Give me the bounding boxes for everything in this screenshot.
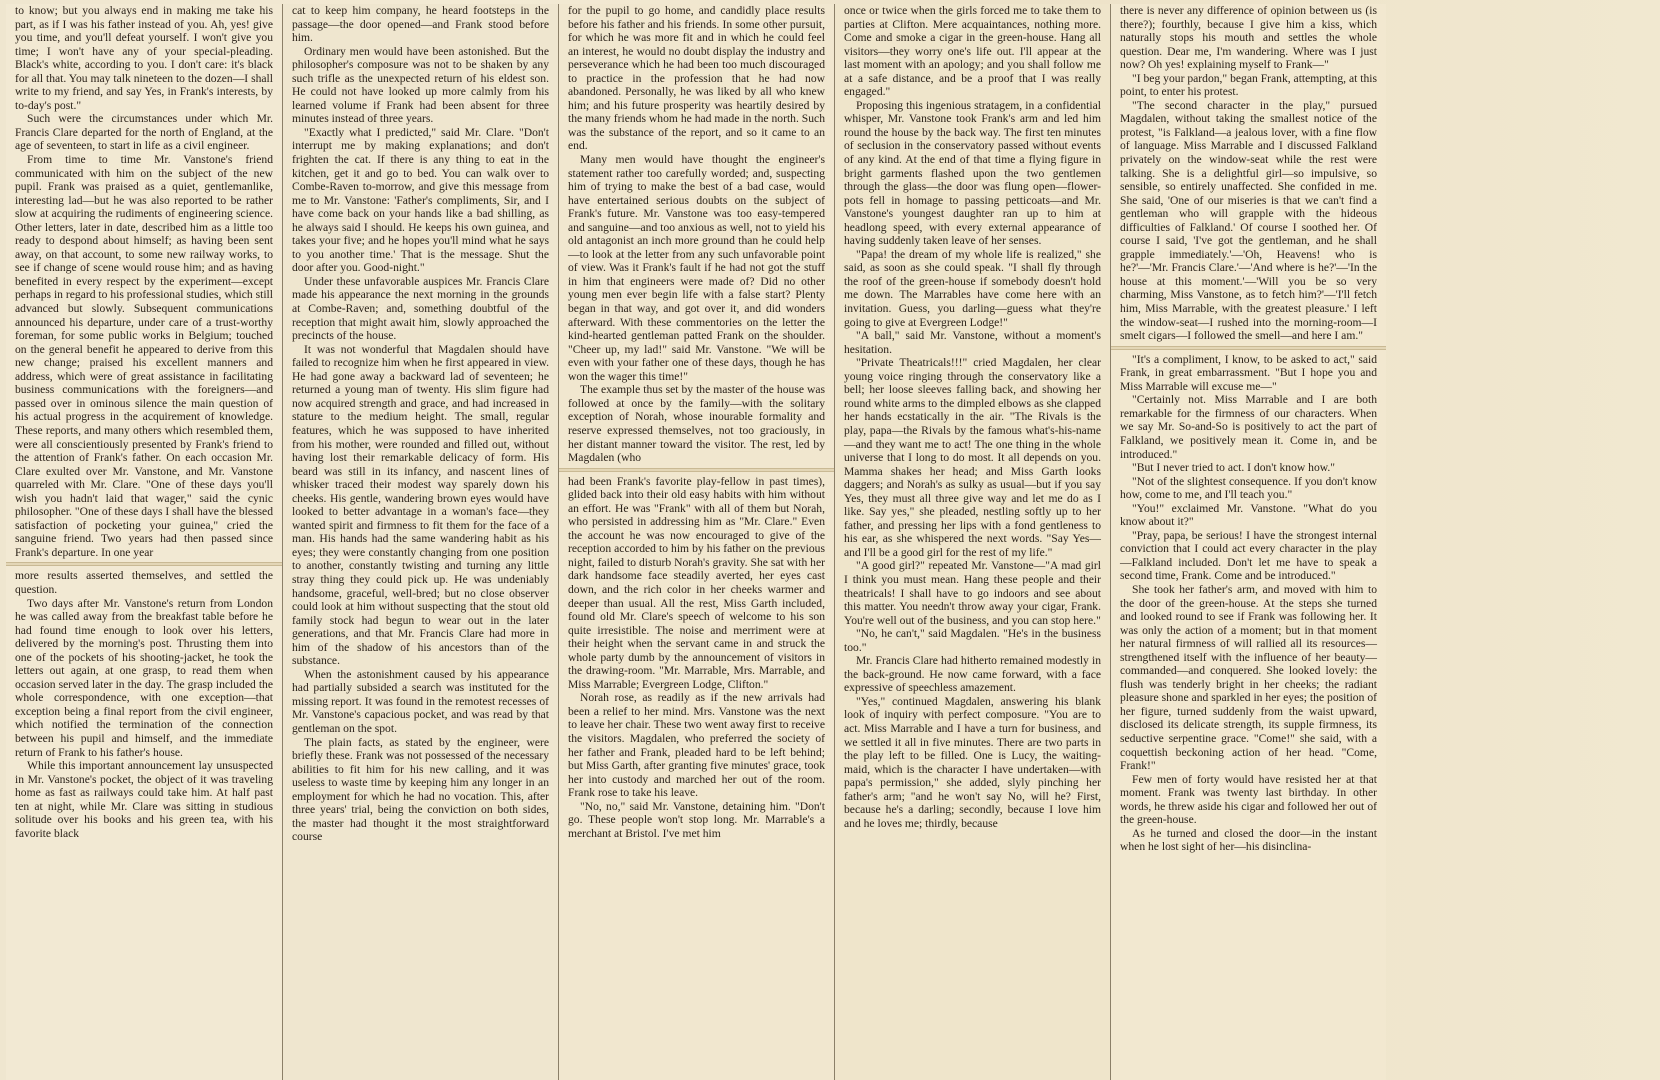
- text-column-5: [1110, 4, 1386, 1080]
- paragraph: "But I never tried to act. I don't know how.": [1132, 461, 1336, 475]
- paragraph: "Papa! the dream of my whole life is realized," she said, as soon as she could speak. "I shall fly through the roof of the green-house if somebody doesn't hold me down. The Marrables have come here with an invitation. Guess, you darling—guess what they're going to give at Evergreen Lodge!": [844, 247, 1101, 329]
- paragraph: Such were the circumstances under which Mr. Francis Clare departed for the north of England, at the age of seventeen, to start in life as a civil engineer.: [15, 112, 273, 153]
- text-column-1: [6, 4, 282, 1080]
- paragraph: Ordinary men would have been astonished. But the philosopher's composure was not to be shaken by any such trifle as the unexpected return of his eldest son. He could not have looked up more calmly from his learned volume if Frank had been absent for three minutes instead of three years.: [292, 44, 549, 126]
- clipping-fold: [6, 562, 282, 566]
- paragraph: to know; but you always end in making me take his part, as if I was his father instead of you. Ah, yes! give you time, and you'll defeat yourself. I won't give you time; I won't have any of your special-pleading. Black's white, according to you. I don't care: it's black for all that. You may talk nineteen to the dozen—I shall write to my friend, and say Yes, in Frank's interests, by to-day's post.": [15, 4, 273, 112]
- paragraph: Under these unfavorable auspices Mr. Francis Clare made his appearance the next morning in the grounds at Combe-Raven; and, something doubtful of the reception that might await him, slowly approached the precincts of the house.: [292, 274, 549, 343]
- paragraph: Norah rose, as readily as if the new arrivals had been a relief to her mind. Mrs. Vanstone was the next to leave her chair. These two went away first to receive the visitors. Magdalen, who preferred the society of her father and Frank, pleaded hard to be left behind; but Miss Garth, after granting five minutes' grace, took her into custody and marched her out of the room. Frank rose to take his leave.: [568, 691, 825, 800]
- paragraph: "I beg your pardon," began Frank, attempting, at this point, to enter his protest.: [1120, 71, 1377, 99]
- paragraph: more results asserted themselves, and settled the question.: [15, 569, 273, 596]
- paragraph: Two days after Mr. Vanstone's return from London he was called away from the breakfast table before he had found time enough to look over his letters, delivered by the morning's post. Thrusting them into one of the pockets of his shooting-jacket, he took the letters out again, at one grasp, to read them when occasion served later in the day. The grasp included the whole correspondence, with one exception—that exception being a final report from the civil engineer, which notified the termination of the connection between his pupil and himself, and the immediate return of Frank to his father's house.: [15, 596, 273, 759]
- paragraph: had been Frank's favorite play-fellow in past times), glided back into their old easy habits with him without an effort. He was "Frank" with all of them but Norah, who persisted in addressing him as "Mr. Clare." Even the account he was now encouraged to give of the reception accorded to him by his father on the previous night, failed to disturb Norah's gravity. She sat with her dark handsome face steadily averted, her eyes cast down, and the rich color in her cheeks warmer and deeper than usual. All the rest, Miss Garth included, found old Mr. Clare's speech of welcome to his son quite irresistible. The noise and merriment were at their height when the servant came in and struck the whole party dumb by the announcement of visitors in the drawing-room. "Mr. Marrable, Mrs. Marrable, and Miss Marrable; Evergreen Lodge, Clifton.": [568, 474, 825, 691]
- paragraph: "No, he can't," said Magdalen. "He's in the business too.": [844, 627, 1101, 654]
- paragraph: Few men of forty would have resisted her at that moment. Frank was twenty last birthday. In other words, he threw aside his cigar and followed her out of the green-house.: [1120, 772, 1377, 827]
- paragraph: "You!" exclaimed Mr. Vanstone. "What do you know about it?": [1120, 501, 1377, 529]
- paragraph: once or twice when the girls forced me to take them to parties at Clifton. Mere acquaintances, nothing more. Come and smoke a cigar in the green-house. Hang all visitors—they worry one's life out. I'll appear at the last moment with an apology; and you shall follow me at a safe distance, and be a proof that I was really engaged.": [844, 4, 1101, 99]
- paragraph: "The second character in the play," pursued Magdalen, without taking the smallest notice of the protest, "is Falkland—a jealous lover, with a fine flow of language. Miss Marrable and I discussed Falkland privately on the window-seat while the rest were talking. She is a delightful girl—so impulsive, so sensible, so entirely unaffected. She confided in me. She said, 'One of our miseries is that we can't find a gentleman who will grapple with the hideous difficulties of Falkland.' Of course I soothed her. Of course I said, 'I've got the gentleman, and he shall grapple immediately.'—'Oh, Heavens! who is he?'—'Mr. Francis Clare.'—'And where is he?'—'In the house at this moment.'—'Will you be so very charming, Miss Vanstone, as to fetch him?'—'I'll fetch him, Miss Marrable, with the greatest pleasure.' I left the window-seat—I rushed into the morning-room—I smelt cigars—I followed the smell—and here I am.": [1120, 98, 1377, 343]
- paragraph: "A good girl?" repeated Mr. Vanstone—"A mad girl I think you must mean. Hang these people and their theatricals! I shall have to go indoors and see about this matter. You needn't throw away your cigar, Frank. You're well out of the business, and you can stop here.": [844, 559, 1101, 627]
- text-column-2: [282, 4, 558, 1080]
- paragraph: there is never any difference of opinion between us (is there?); fourthly, because I give him a kiss, which naturally stops his mouth and settles the whole question. Dear me, I'm wandering. Where was I just now? Oh yes! explaining myself to Frank—": [1120, 4, 1377, 72]
- paragraph: The plain facts, as stated by the engineer, were briefly these. Frank was not possessed of the necessary abilities to fit him for his new calling, and it was useless to waste time by keeping him any longer in an employment for which he had no vocation. This, after three years' trial, being the conviction on both sides, the master had thought it the most straightforward course: [292, 735, 549, 844]
- paragraph: "Pray, papa, be serious! I have the strongest internal conviction that I could act every character in the play—Falkland included. Don't let me have to speak a second time, Frank. Come and be introduced.": [1120, 528, 1377, 583]
- paragraph: Mr. Francis Clare had hitherto remained modestly in the back-ground. He now came forward, with a face expressive of speechless amazement.: [844, 654, 1101, 695]
- paragraph: "Exactly what I predicted," said Mr. Clare. "Don't interrupt me by making explanations; and don't frighten the cat. If there is any thing to eat in the kitchen, get it and go to bed. You can walk over to Combe-Raven to-morrow, and give this message from me to Mr. Vanstone: 'Father's compliments, Sir, and I have come back on your hands like a bad shilling, as he always said I should. He keeps his own guinea, and takes your five; and he hopes you'll mind what he says to you another time.' That is the message. Shut the door after you. Good-night.": [292, 125, 549, 275]
- paragraph: Proposing this ingenious stratagem, in a confidential whisper, Mr. Vanstone took Frank's arm and led him round the house by the back way. The first ten minutes of seclusion in the conservatory passed without events of any kind. At the end of that time a flying figure in bright garments flashed upon the two gentlemen through the glass—the door was flung open—flower-pots fell in homage to passing petticoats—and Mr. Vanstone's youngest daughter ran up to him at headlong speed, with every external appearance of having suddenly taken leave of her senses.: [844, 98, 1101, 248]
- paragraph: for the pupil to go home, and candidly place results before his father and his friends. In some other pursuit, for which he was more fit and in which he could feel an interest, he would no doubt display the industry and perseverance which he had been too much discouraged to practice in the profession that he had now abandoned. Personally, he was liked by all who knew him; and his future prosperity was heartily desired by the many friends whom he had made in the north. Such was the substance of the report, and so it came to an end.: [568, 4, 825, 153]
- paragraph: "No, no," said Mr. Vanstone, detaining him. "Don't go. These people won't stop long. Mr. Marrable's a merchant at Bristol. I've met him: [568, 799, 825, 840]
- paragraph: While this important announcement lay unsuspected in Mr. Vanstone's pocket, the object of it was traveling home as fast as railways could take him. At half past ten at night, while Mr. Clare was sitting in studious solitude over his books and his green tea, with his favorite black: [15, 759, 273, 840]
- paragraph: When the astonishment caused by his appearance had partially subsided a search was instituted for the missing report. It was found in the remotest recesses of Mr. Vanstone's capacious pocket, and was read by that gentleman on the spot.: [292, 667, 549, 735]
- text-column-3: [558, 4, 834, 1080]
- paragraph: "Private Theatricals!!!" cried Magdalen, her clear young voice ringing through the conservatory like a bell; her loose sleeves falling back, and showing her round white arms to the dimpled elbows as she clapped her hands ecstatically in the air. "The Rivals is the play, papa—the Rivals by the famous what's-his-name—and they want me to act! The one thing in the whole universe that I long to do most. It all depends on you. Mamma shakes her head; and Miss Garth looks daggers; and Norah's as sulky as usual—but if you say Yes, they must all three give way and let me do as I like. Say yes," she pleaded, nestling softly up to her father, and pressing her lips with a fond gentleness to his ear, as she whispered the next words. "Say Yes—and I'll be a good girl for the rest of my life.": [844, 356, 1101, 559]
- paragraph: "Certainly not. Miss Marrable and I are both remarkable for the firmness of our characters. When we say Mr. So-and-So is positively to act the part of Falkland, we positively mean it. Come in, and be introduced.": [1120, 393, 1377, 461]
- paragraph: Many men would have thought the engineer's statement rather too carefully worded; and, suspecting him of trying to make the best of a bad case, would have entertained serious doubts on the subject of Frank's future. Mr. Vanstone was too easy-tempered and sanguine—and too anxious as well, not to yield his old antagonist an inch more ground than he could help—to look at the letter from any such unfavorable point of view. Was it Frank's fault if he had not got the stuff in him that engineers were made of? Did no other young men ever begin life with a false start? Plenty began in that way, and got over it, and did wonders afterward. With these commentories on the letter the kind-hearted gentleman patted Frank on the shoulder. "Cheer up, my lad!" said Mr. Vanstone. "We will be even with your father one of these days, though he has won the wager this time!": [568, 153, 825, 383]
- paragraph: "It's a compliment, I know, to be asked to act," said Frank, in great embarrassment. "But I hope you and Miss Marrable will excuse me—": [1120, 352, 1377, 393]
- paragraph: The example thus set by the master of the house was followed at once by the family—with the solitary exception of Norah, whose inourable formality and reserve expressed themselves, not too graciously, in her distant manner toward the visitor. The rest, led by Magdalen (who: [568, 383, 825, 465]
- paragraph: From time to time Mr. Vanstone's friend communicated with him on the subject of the new pupil. Frank was praised as a quiet, gentlemanlike, interesting lad—but he was also reported to be rather slow at acquiring the rudiments of engineering science. Other letters, later in date, described him as a little too ready to despond about himself; as having been sent away, on that account, to some new railway works, to see if change of scene would rouse him; and as having benefited in every respect by the experiment—except perhaps in regard to his professional studies, which still advanced but slowly. Subsequent communications announced his departure, under care of a trust-worthy foreman, for some public works in Belgium; touched on the general benefit he appeared to derive from this new change; praised his excellent manners and address, which were of great assistance in facilitating business communications with the foreigners—and passed over in ominous silence the main question of his actual progress in the acquirement of knowledge. These reports, and many others which resembled them, were all conscientiously presented by Frank's friend to the attention of Frank's father. On each occasion Mr. Clare exulted over Mr. Vanstone, and Mr. Vanstone quarreled with Mr. Clare. "One of these days you'll wish you hadn't laid that wager," said the cynic philosopher. "One of these days I shall have the blessed satisfaction of pocketing your guinea," cried the sanguine friend. Two years had then passed since Frank's departure. In one year: [15, 153, 273, 559]
- paragraph: "A ball," said Mr. Vanstone, without a moment's hesitation.: [844, 329, 1101, 356]
- text-column-4: [834, 4, 1110, 1080]
- paragraph: "Not of the slightest consequence. If you don't know how, come to me, and I'll teach you.": [1120, 474, 1377, 502]
- paragraph: It was not wonderful that Magdalen should have failed to recognize him when he first appeared in view. He had gone away a backward lad of seventeen; he returned a young man of twenty. His slim figure had now acquired strength and grace, and had increased in stature to the medium height. The small, regular features, which he was supposed to have inherited from his mother, were rounded and filled out, without having lost their remarkable delicacy of form. His beard was still in its infancy, and nascent lines of whisker traced their modest way sparely down his cheeks. His gentle, wandering brown eyes would have looked to better advantage in a woman's face—they wanted spirit and firmness to fit them for the face of a man. His hands had the same wandering habit as his eyes; they were constantly changing from one position to another, constantly twisting and turning any little stray thing they could pick up. He was undeniably handsome, graceful, well-bred; but no close observer could look at him without suspecting that the stout old family stock had begun to wear out in the later generations, and that Mr. Francis Clare had more in him of the shadow of his ancestors than of the substance.: [292, 342, 549, 668]
- paragraph: cat to keep him company, he heard footsteps in the passage—the door opened—and Frank stood before him.: [292, 4, 549, 45]
- paragraph: As he turned and closed the door—in the instant when he lost sight of her—his disinclina-: [1120, 826, 1377, 854]
- clipping-fold: [1111, 346, 1386, 350]
- paragraph: "Yes," continued Magdalen, answering his blank look of inquiry with perfect composure. "You are to act. Miss Marrable and I have a turn for business, and we settled it all in five minutes. There are two parts in the play left to be filled. One is Lucy, the waiting-maid, which is the character I have undertaken—with papa's permission," she added, slyly pinching her father's arm; "and he won't say No, will he? First, because he's a darling; secondly, because I love him and he loves me; thirdly, because: [844, 694, 1101, 830]
- paragraph: She took her father's arm, and moved with him to the door of the green-house. At the steps she turned and looked round to see if Frank was following her. It was only the action of a moment; but in that moment her natural firmness of will rallied all its resources—strengthened itself with the influence of her beauty—commanded—and conquered. She looked lovely: the flush was tenderly bright in her cheeks; the radiant pleasure shone and sparkled in her eyes; the position of her figure, turned suddenly from the waist upward, disclosed its delicate strength, its supple firmness, its seductive serpentine grace. "Come!" she said, with a coquettish beckoning action of her head. "Come, Frank!": [1120, 582, 1377, 773]
- clipping-fold: [559, 468, 834, 472]
